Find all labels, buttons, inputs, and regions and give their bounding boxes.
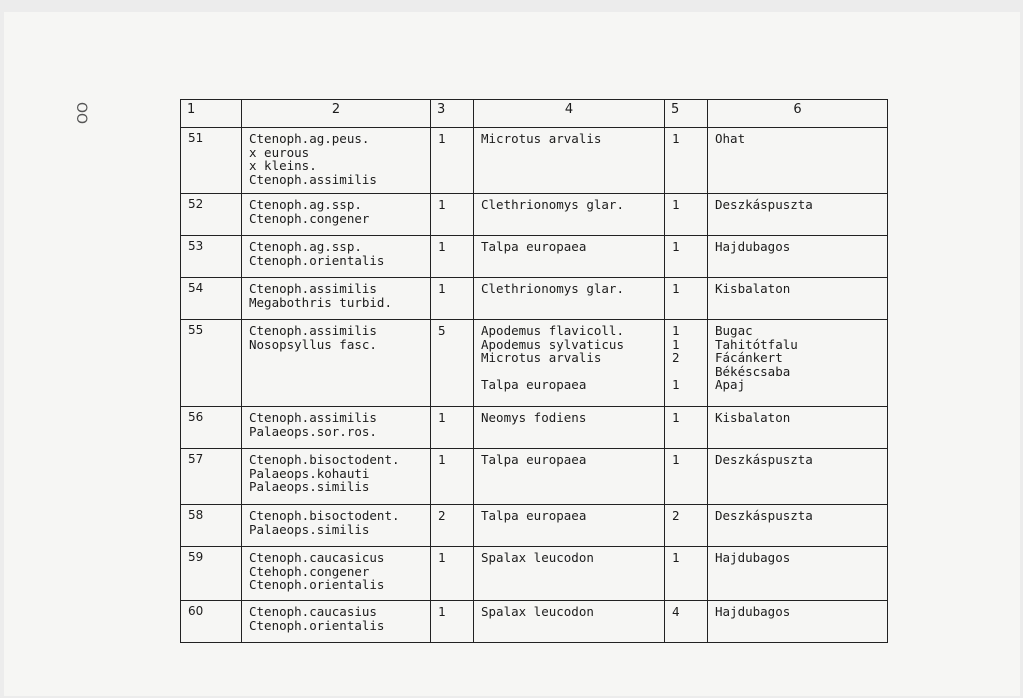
host-count-cell: 1 xyxy=(665,128,708,194)
locality-cell: Ohat xyxy=(708,128,888,194)
flea-species-cell: Ctenoph.ag.ssp. Ctenoph.orientalis xyxy=(242,236,431,278)
locality-cell: Kisbalaton xyxy=(708,407,888,449)
column-header: 4 xyxy=(474,100,665,128)
flea-species-cell: Ctenoph.ag.ssp. Ctenoph.congener xyxy=(242,194,431,236)
flea-count-cell: 5 xyxy=(431,320,474,407)
table-row xyxy=(181,128,888,194)
flea-species-cell: Ctenoph.assimilis Palaeops.sor.ros. xyxy=(242,407,431,449)
row-number: 56 xyxy=(181,407,242,449)
specimen-table xyxy=(180,99,888,643)
row-number: 59 xyxy=(181,547,242,601)
table-row xyxy=(181,601,888,643)
flea-count-cell: 1 xyxy=(431,601,474,643)
row-number: 57 xyxy=(181,449,242,505)
table-row xyxy=(181,449,888,505)
locality-cell: Deszkáspuszta xyxy=(708,449,888,505)
row-number: 54 xyxy=(181,278,242,320)
flea-count-cell: 1 xyxy=(431,407,474,449)
margin-mark: OO xyxy=(73,102,89,125)
column-header: 1 xyxy=(181,100,242,128)
row-number: 58 xyxy=(181,505,242,547)
table-row xyxy=(181,505,888,547)
locality-cell: Hajdubagos xyxy=(708,547,888,601)
host-count-cell: 1 xyxy=(665,194,708,236)
host-species-cell: Spalax leucodon xyxy=(474,601,665,643)
row-number: 52 xyxy=(181,194,242,236)
host-species-cell: Talpa europaea xyxy=(474,505,665,547)
host-count-cell: 1 xyxy=(665,236,708,278)
table-row xyxy=(181,320,888,407)
locality-cell: Deszkáspuszta xyxy=(708,194,888,236)
row-number: 51 xyxy=(181,128,242,194)
flea-count-cell: 1 xyxy=(431,547,474,601)
host-species-cell: Talpa europaea xyxy=(474,236,665,278)
host-species-cell: Microtus arvalis xyxy=(474,128,665,194)
table-row xyxy=(181,194,888,236)
table-row xyxy=(181,547,888,601)
host-count-cell: 1 xyxy=(665,449,708,505)
flea-count-cell: 2 xyxy=(431,505,474,547)
locality-cell: Bugac Tahitótfalu Fácánkert Békéscsaba Apaj xyxy=(708,320,888,407)
table-row xyxy=(181,236,888,278)
flea-count-cell: 1 xyxy=(431,449,474,505)
flea-species-cell: Ctenoph.assimilis Megabothris turbid. xyxy=(242,278,431,320)
column-header: 3 xyxy=(431,100,474,128)
host-count-cell: 1 1 2 1 xyxy=(665,320,708,407)
flea-species-cell: Ctenoph.caucasius Ctenoph.orientalis xyxy=(242,601,431,643)
flea-count-cell: 1 xyxy=(431,236,474,278)
row-number: 53 xyxy=(181,236,242,278)
locality-cell: Hajdubagos xyxy=(708,236,888,278)
host-count-cell: 4 xyxy=(665,601,708,643)
flea-species-cell: Ctenoph.assimilis Nosopsyllus fasc. xyxy=(242,320,431,407)
table-row xyxy=(181,407,888,449)
column-header: 2 xyxy=(242,100,431,128)
locality-cell: Kisbalaton xyxy=(708,278,888,320)
host-count-cell: 1 xyxy=(665,278,708,320)
column-header: 5 xyxy=(665,100,708,128)
host-species-cell: Clethrionomys glar. xyxy=(474,278,665,320)
row-number: 55 xyxy=(181,320,242,407)
host-count-cell: 1 xyxy=(665,407,708,449)
header-row xyxy=(181,100,888,128)
host-count-cell: 1 xyxy=(665,547,708,601)
column-header: 6 xyxy=(708,100,888,128)
host-species-cell: Talpa europaea xyxy=(474,449,665,505)
host-count-cell: 2 xyxy=(665,505,708,547)
host-species-cell: Spalax leucodon xyxy=(474,547,665,601)
flea-species-cell: Ctenoph.bisoctodent. Palaeops.similis xyxy=(242,505,431,547)
host-species-cell: Apodemus flavicoll. Apodemus sylvaticus Microtus arvalis Talpa europaea xyxy=(474,320,665,407)
flea-count-cell: 1 xyxy=(431,278,474,320)
flea-species-cell: Ctenoph.ag.peus. x eurous x kleins. Ctenoph.assimilis xyxy=(242,128,431,194)
flea-count-cell: 1 xyxy=(431,128,474,194)
flea-species-cell: Ctenoph.bisoctodent. Palaeops.kohauti Palaeops.similis xyxy=(242,449,431,505)
row-number: 60 xyxy=(181,601,242,643)
host-species-cell: Neomys fodiens xyxy=(474,407,665,449)
host-species-cell: Clethrionomys glar. xyxy=(474,194,665,236)
flea-count-cell: 1 xyxy=(431,194,474,236)
table-row xyxy=(181,278,888,320)
locality-cell: Hajdubagos xyxy=(708,601,888,643)
flea-species-cell: Ctenoph.caucasicus Ctehoph.congener Ctenoph.orientalis xyxy=(242,547,431,601)
locality-cell: Deszkáspuszta xyxy=(708,505,888,547)
